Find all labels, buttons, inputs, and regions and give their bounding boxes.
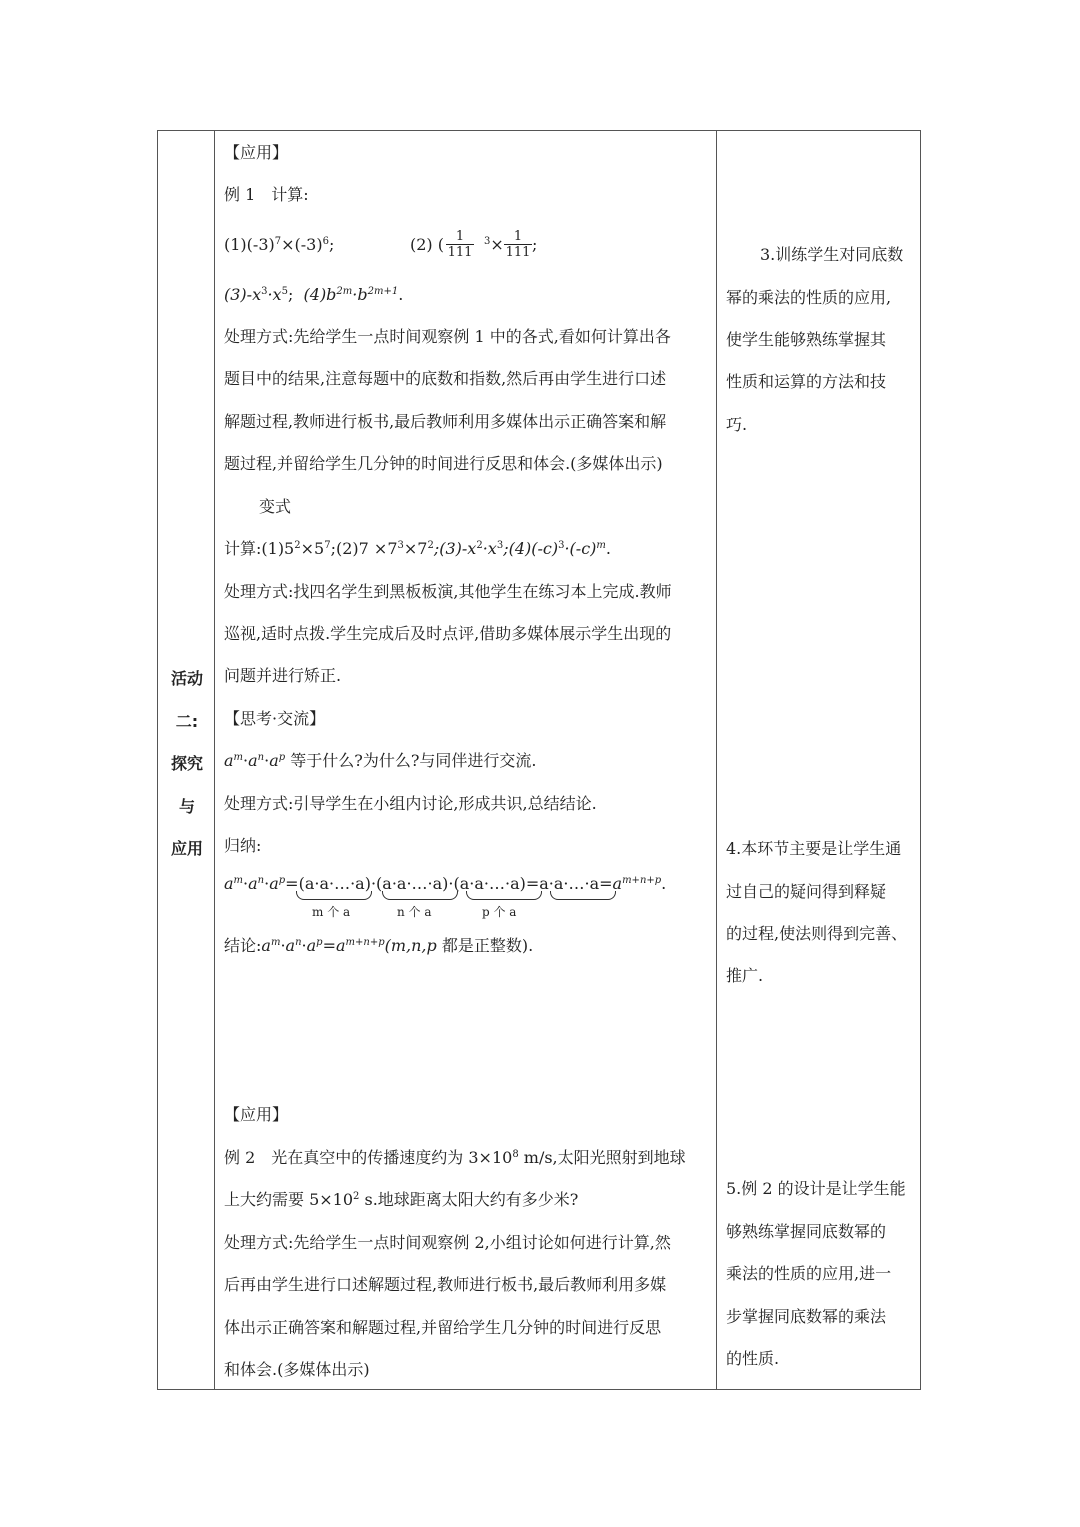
method-1-line-1: 处理方式:先给学生一点时间观察例 1 中的各式,看如何计算出各 <box>224 327 671 346</box>
note-3-line-2: 幂的乘法的性质的应用, <box>726 288 892 307</box>
method-4-line-3: 体出示正确答案和解题过程,并留给学生几分钟的时间进行反思 <box>224 1318 662 1337</box>
column-divider-right <box>716 130 717 1390</box>
note-5-line-1: 5.例 2 的设计是让学生能 <box>726 1179 906 1198</box>
section-title-application-1: 【应用】 <box>224 143 289 162</box>
method-2-line-1: 处理方式:找四名学生到黑板板演,其他学生在练习本上完成.教师 <box>224 582 672 601</box>
note-3-line-3: 使学生能够熟练掌握其 <box>726 330 887 349</box>
fraction-one-over-111-a: $\frac{1}{111}$ <box>447 229 473 260</box>
example-1-title: 例 1 计算: <box>224 185 309 204</box>
method-4-line-2: 后再由学生进行口述解题过程,教师进行板书,最后教师利用多媒 <box>224 1275 667 1294</box>
note-4-line-1: 4.本环节主要是让学生通 <box>726 839 902 858</box>
method-1-line-2: 题目中的结果,注意每题中的底数和指数,然后再由学生进行口述 <box>224 369 667 388</box>
method-2-line-3: 问题并进行矫正. <box>224 666 342 685</box>
method-4-line-4: 和体会.(多媒体出示) <box>224 1360 370 1379</box>
note-5-line-4: 步掌握同底数幂的乘法 <box>726 1307 887 1326</box>
induction-title: 归纳: <box>224 836 262 855</box>
underbrace-p <box>466 891 542 900</box>
method-1-line-3: 解题过程,教师进行板书,最后教师利用多媒体出示正确答案和解 <box>224 412 667 431</box>
method-2-line-2: 巡视,适时点拨.学生完成后及时点评,借助多媒体展示学生出现的 <box>224 624 672 643</box>
note-4-line-3: 的过程,使法则得到完善、 <box>726 924 908 943</box>
activity-label-line-5: 应用 <box>170 839 203 858</box>
think-question: $a^m\cdot a^n\cdot a^p$ 等于什么?为什么?与同伴进行交流. <box>224 751 537 770</box>
variant-title: 变式 <box>259 497 292 516</box>
method-4-line-1: 处理方式:先给学生一点时间观察例 2,小组讨论如何进行计算,然 <box>224 1233 671 1252</box>
underbrace-n <box>382 891 458 900</box>
method-1-line-4: 题过程,并留给学生几分钟的时间进行反思和体会.(多媒体出示) <box>224 454 663 473</box>
note-3-line-5: 巧. <box>726 415 748 434</box>
induction-formula: $a^m\cdot a^n\cdot a^p=(a\cdot a\cdot\dots\cdot a)\cdot(a\cdot a\cdot\dots\cdot a)\cdot(a\cdot a\cdot\dots\cdot a)=a\cdot a\cdot\dots\cdot a=a^{m+n+p}$. <box>224 874 667 893</box>
example-1-parts-3-4: $(3)-x^3\cdot x^5$; $(4)b^{2m}\cdot b^{2m+1}$. <box>224 285 404 304</box>
underbrace-m <box>296 891 372 900</box>
example-2-line-2: 上大约需要 $5\times 10^2$ s.地球距离太阳大约有多少米? <box>224 1190 579 1209</box>
activity-label-line-2: 二: <box>175 712 199 731</box>
underbrace-label-p: p 个 a <box>482 905 517 919</box>
note-4-line-4: 推广. <box>726 966 764 985</box>
underbrace-label-n: n 个 a <box>397 905 432 919</box>
method-3: 处理方式:引导学生在小组内讨论,形成共识,总结结论. <box>224 794 597 813</box>
example-1-part-1: $(1)(-3)^7\times(-3)^6$; <box>224 235 335 254</box>
example-2-line-1: 例 2 光在真空中的传播速度约为 $3\times 10^8$ m/s,太阳光照射到地球 <box>224 1148 686 1167</box>
column-divider-left <box>214 130 215 1390</box>
activity-label-line-4: 与 <box>178 797 195 816</box>
variant-exercise: 计算$:(1)5^2\times 5^7;(2)7$ $\times 7^3\times 7^2;(3)-x^2\cdot x^3;(4)(-c)^3\cdot(-c)^m$. <box>224 539 611 558</box>
example-1-part-2-end: ; <box>532 235 538 254</box>
note-3-line-1: 3.训练学生对同底数 <box>760 245 904 264</box>
activity-label-line-3: 探究 <box>170 754 203 773</box>
note-5-line-2: 够熟练掌握同底数幂的 <box>726 1222 887 1241</box>
activity-label-line-1: 活动 <box>170 669 203 688</box>
note-3-line-4: 性质和运算的方法和技 <box>726 372 887 391</box>
conclusion: 结论$:a^m\cdot a^n\cdot a^p=a^{m+n+p}(m,n,p$ 都是正整数). <box>224 936 534 955</box>
section-title-application-2: 【应用】 <box>224 1105 289 1124</box>
section-title-think: 【思考·交流】 <box>224 709 326 728</box>
underbrace-label-m: m 个 a <box>312 905 351 919</box>
fraction-one-over-111-b: $\frac{1}{111}$ <box>505 229 531 260</box>
note-5-line-3: 乘法的性质的应用,进一 <box>726 1264 892 1283</box>
note-5-line-5: 的性质. <box>726 1349 780 1368</box>
example-1-part-2-prefix: (2) ( <box>410 235 444 254</box>
note-4-line-2: 过自己的疑问得到释疑 <box>726 882 887 901</box>
underbrace-total <box>550 891 616 900</box>
example-1-part-2-exponent: $^3$× <box>484 235 504 254</box>
